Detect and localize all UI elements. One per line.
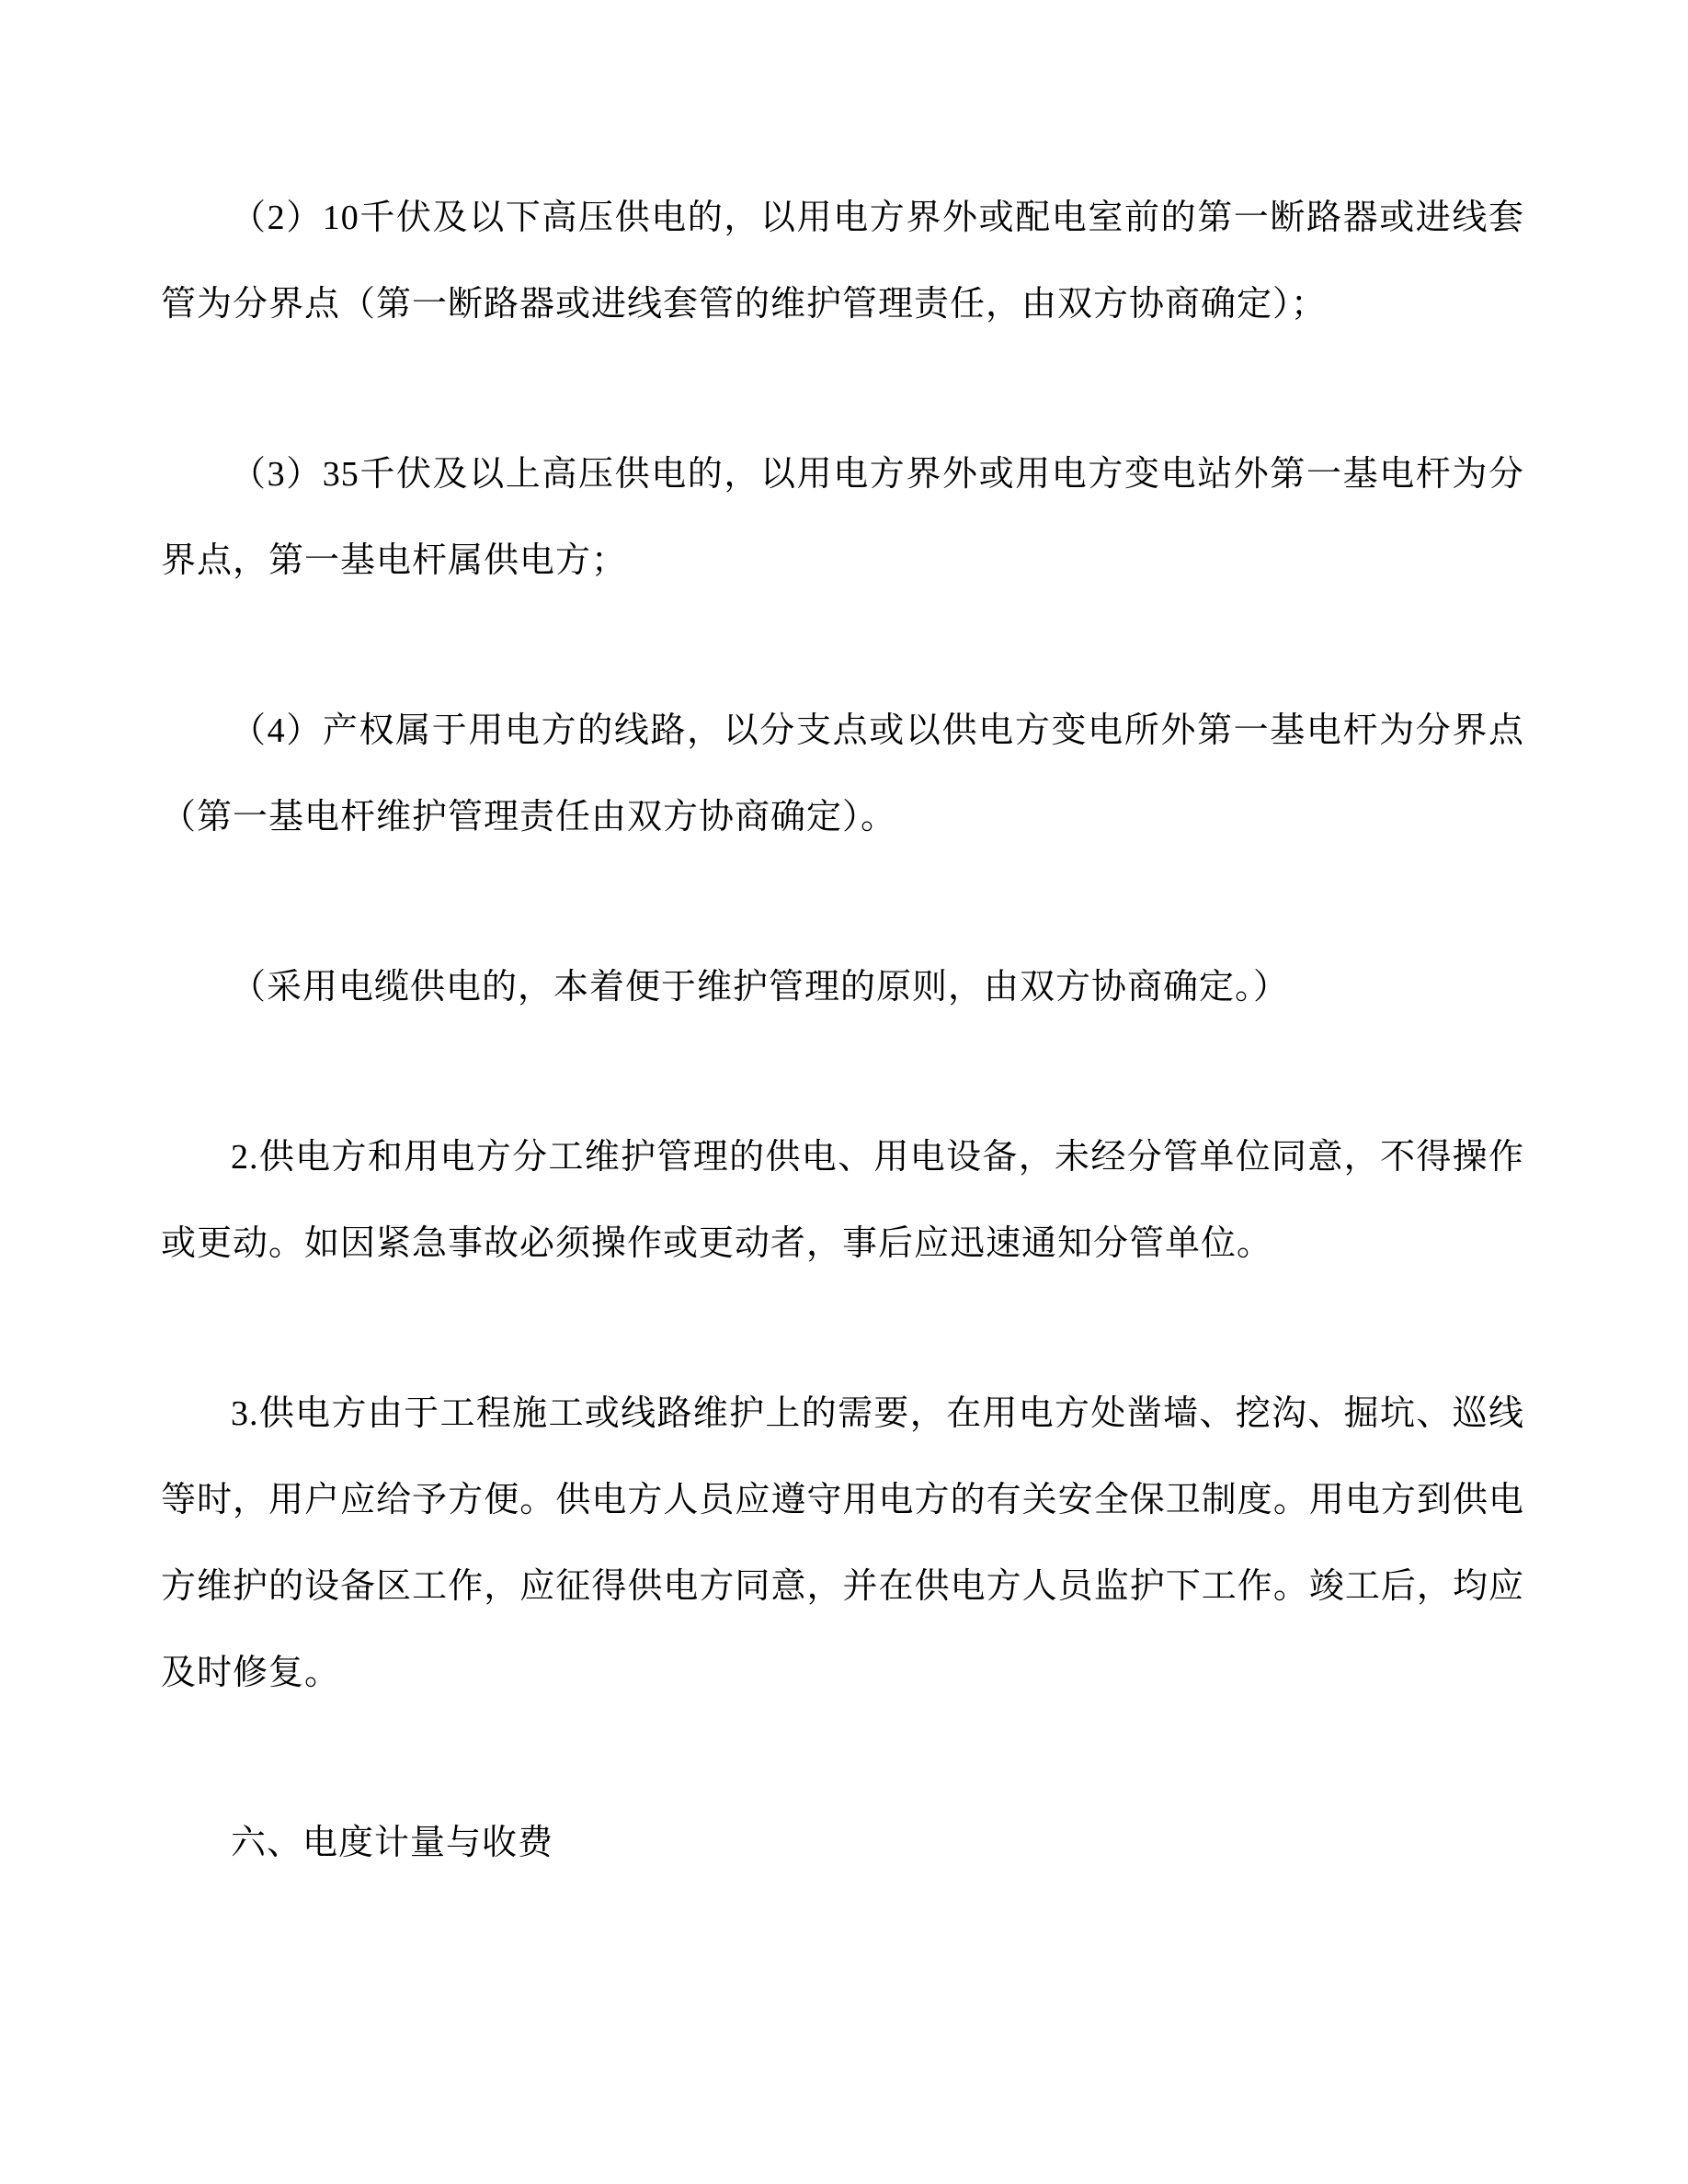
paragraph-clause-item-2: （2）10千伏及以下高压供电的，以用电方界外或配电室前的第一断路器或进线套管为分界点（第一断路器或进线套管的维护管理责任，由双方协商确定）；	[161, 199, 1524, 324]
paragraph-clause-3: 3.供电方由于工程施工或线路维护上的需要，在用电方处凿墙、挖沟、掘坑、巡线等时，用户应给予方便。供电方人员应遵守用电方的有关安全保卫制度。用电方到供电方维护的设备区工作，应征得供电方同意，并在供电方人员监护下工作。竣工后，均应及时修复。	[161, 1394, 1524, 1692]
paragraph-clause-item-4: （4）产权属于用电方的线路，以分支点或以供电方变电所外第一基电杆为分界点（第一基电杆维护管理责任由双方协商确定）。	[161, 711, 1524, 836]
section-heading-metering-and-fees: 六、电度计量与收费	[231, 1824, 554, 1862]
paragraph-clause-item-3: （3）35千伏及以上高压供电的，以用电方界外或用电方变电站外第一基电杆为分界点，第一基电杆属供电方；	[161, 455, 1524, 580]
paragraph-cable-note: （采用电缆供电的，本着便于维护管理的原则，由双方协商确定。）	[231, 968, 1290, 1007]
paragraph-clause-2: 2.供电方和用电方分工维护管理的供电、用电设备，未经分管单位同意，不得操作或更动。如因紧急事故必须操作或更动者，事后应迅速通知分管单位。	[161, 1138, 1524, 1263]
